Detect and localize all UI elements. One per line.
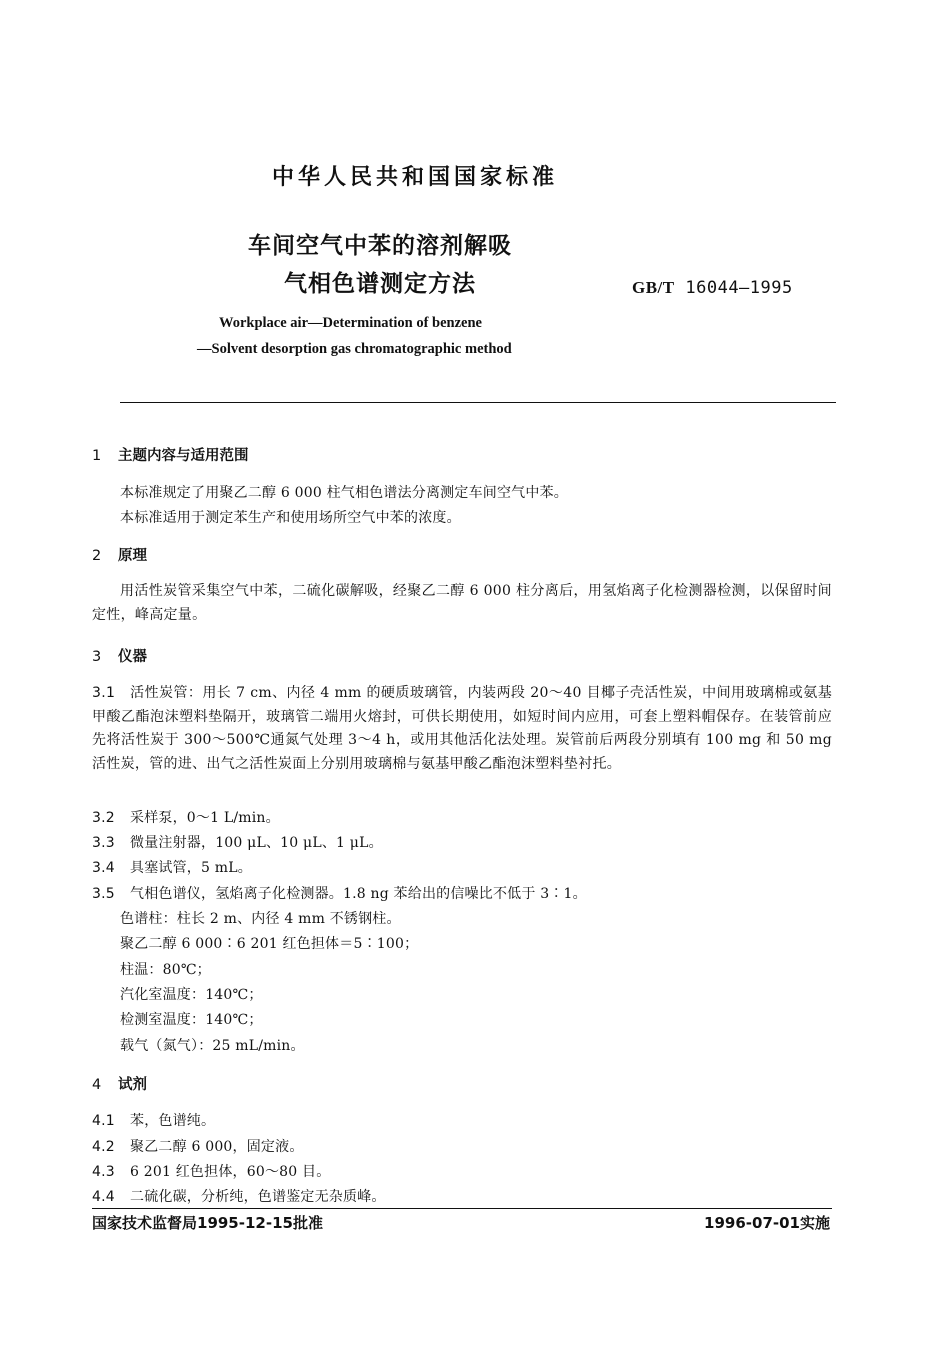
- item-3-5-carrier-gas: 载气（氮气）：25 mL/min。: [120, 1038, 305, 1054]
- item-text: 活性炭管：用长 7 cm、内径 4 mm 的硬质玻璃管，内装两段 20～40 目椰子壳活性炭，中间用玻璃棉或氨基甲酸乙酯泡沫塑料垫隔开，玻璃管二端用火熔封，可供长期使用，如短时间内应用，可套上塑料帽保存。在装管前应先将活性炭于 300～500℃通氮气处理 3～4 h，或用其他活化法处理。炭管前后两段分别填有 100 mg 和 50 mg 活性炭，管的进、出气之活性炭面上分别用玻璃棉与氨基甲酸乙酯泡沫塑料垫衬托。: [92, 685, 832, 772]
- implementation-date: 1996-07-01实施: [704, 1214, 830, 1232]
- item-number: 3.1: [92, 685, 116, 701]
- item-4-3: [92, 1160, 330, 1185]
- section-title: 试剂: [118, 1077, 147, 1093]
- item-number: 4.1: [92, 1113, 115, 1129]
- title-en-line2: —Solvent desorption gas chromatographic method: [197, 341, 512, 357]
- footer-divider: [92, 1208, 832, 1209]
- item-3-5-vaporizer-temp: 汽化室温度：140℃；: [120, 987, 263, 1003]
- section-title: 主题内容与适用范围: [118, 448, 249, 464]
- standard-prefix: GB/T: [632, 278, 675, 297]
- item-number: 4.4: [92, 1189, 115, 1205]
- section-1-para-2: 本标准适用于测定苯生产和使用场所空气中苯的浓度。: [120, 510, 461, 526]
- section-2-heading: [92, 544, 147, 565]
- item-text: 6 201 红色担体，60～80 目。: [130, 1164, 331, 1180]
- title-cn-line2: 气相色谱测定方法: [284, 271, 476, 297]
- national-standard-text: 中华人民共和国国家标准: [271, 165, 558, 190]
- item-number: 3.3: [92, 835, 115, 851]
- title-en-line1: Workplace air—Determination of benzene: [219, 315, 482, 331]
- section-1-heading: [92, 444, 249, 465]
- national-standard-heading: [0, 160, 950, 191]
- item-4-2: [92, 1135, 304, 1160]
- section-number: 2: [92, 548, 102, 564]
- item-text: 具塞试管，5 mL。: [130, 860, 252, 876]
- item-number: 3.4: [92, 860, 115, 876]
- item-text: 气相色谱仪，氢焰离子化检测器。1.8 ng 苯给出的信噪比不低于 3∶1。: [130, 886, 587, 902]
- item-3-3: [92, 831, 383, 856]
- section-4-heading: [92, 1073, 147, 1094]
- item-number: 3.5: [92, 886, 115, 902]
- standard-number: [632, 278, 793, 298]
- item-text: 二硫化碳，分析纯，色谱鉴定无杂质峰。: [130, 1189, 386, 1205]
- item-text: 微量注射器，100 μL、10 μL、1 μL。: [130, 835, 383, 851]
- standard-number-value: 16044—1995: [685, 278, 793, 298]
- item-3-5-packing: 聚乙二醇 6 000∶6 201 红色担体＝5∶100；: [120, 936, 419, 952]
- section-1-para-1: 本标准规定了用聚乙二醇 6 000 柱气相色谱法分离测定车间空气中苯。: [120, 485, 568, 501]
- item-4-1: [92, 1109, 215, 1134]
- item-3-5-detector-temp: 检测室温度：140℃；: [120, 1012, 263, 1028]
- title-cn-line1: 车间空气中苯的溶剂解吸: [248, 233, 512, 259]
- item-number: 4.2: [92, 1139, 115, 1155]
- section-2-para-1: 用活性炭管采集空气中苯，二硫化碳解吸，经聚乙二醇 6 000 柱分离后，用氢焰离子化检测器检测，以保留时间定性，峰高定量。: [92, 583, 832, 623]
- item-4-4: [92, 1185, 386, 1210]
- item-3-1: [92, 682, 832, 776]
- section-title: 原理: [118, 548, 147, 564]
- item-text: 采样泵，0～1 L/min。: [130, 810, 280, 826]
- item-text: 聚乙二醇 6 000，固定液。: [130, 1139, 304, 1155]
- approval-date: 国家技术监督局1995-12-15批准: [92, 1214, 323, 1232]
- item-3-2: [92, 806, 280, 831]
- item-3-5: [92, 882, 587, 907]
- header-divider: [120, 402, 836, 403]
- section-number: 1: [92, 448, 102, 464]
- item-3-5-column-temp: 柱温：80℃；: [120, 962, 211, 978]
- item-number: 3.2: [92, 810, 115, 826]
- item-text: 苯，色谱纯。: [130, 1113, 216, 1129]
- section-number: 3: [92, 649, 102, 665]
- item-3-5-column: 色谱柱：柱长 2 m、内径 4 mm 不锈钢柱。: [120, 911, 401, 927]
- section-number: 4: [92, 1077, 102, 1093]
- section-3-heading: [92, 645, 147, 666]
- section-title: 仪器: [118, 649, 147, 665]
- item-3-4: [92, 856, 252, 881]
- item-number: 4.3: [92, 1164, 115, 1180]
